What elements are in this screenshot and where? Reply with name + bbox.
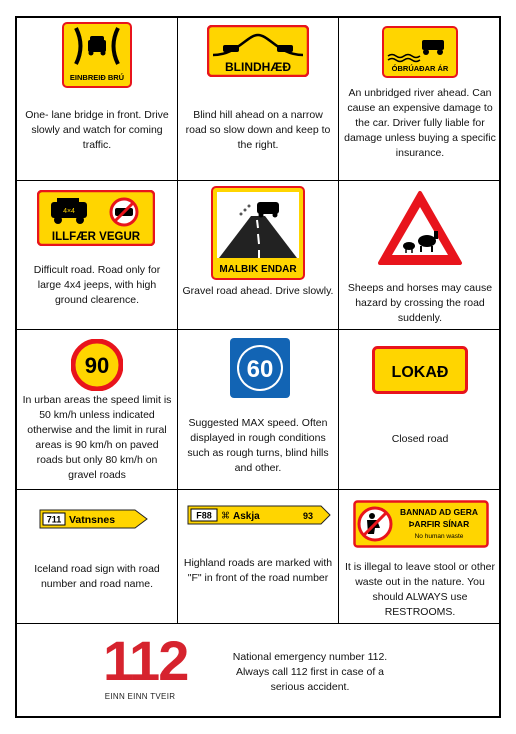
svg-text:4×4: 4×4 (63, 208, 75, 215)
cell-gravel-road (178, 181, 339, 330)
suggested-speed-60-icon (229, 337, 291, 399)
sign-caption: Difficult road. Road only for large 4x4 jeeps, with high ground clearence. (33, 264, 161, 306)
road-name: Vatnsnes (69, 514, 116, 526)
sign-caption: Iceland road sign with road number and road name. (34, 563, 160, 590)
sign-caption: Suggested MAX speed. Often displayed in rough conditions such as rough turns, blind hills and other. (187, 417, 329, 474)
sign-text: BLINDHÆÐ (225, 60, 291, 74)
sign-caption: Closed road (391, 433, 449, 445)
road-number-sign (39, 508, 149, 530)
road-distance: 93 (302, 511, 313, 521)
sign-text: ÓBRÚAÐAR ÁR (391, 64, 449, 73)
sign-text: MALBIK ENDAR (219, 264, 297, 275)
road-signs-table (15, 16, 501, 718)
cell-emergency-number (17, 624, 501, 718)
sign-text: ILLFÆR VEGUR (51, 231, 141, 243)
sign-caption: Blind hill ahead on a narrow road so slow down and keep to the right. (185, 109, 331, 151)
cell-sheep-horses (339, 181, 501, 330)
emergency-caption: National emergency number 112. Always call 112 first in case of a serious accident. (232, 651, 388, 693)
cell-highland-road (178, 490, 339, 624)
sign-caption: It is illegal to leave stool or other waste out in the nature. You should ALWAYS use RESTROOMS. (345, 561, 495, 618)
jeep-icon (37, 190, 155, 246)
cell-unbridged-river (339, 18, 501, 181)
cell-difficult-road (17, 181, 178, 330)
sign-caption: An unbridged river ahead. Can cause an expensive damage to the car. Driver fully liable for damage unless buying a specific insurance. (344, 87, 496, 159)
svg-text:⌘: ⌘ (221, 511, 230, 522)
sign-caption: Gravel road ahead. Drive slowly. (182, 285, 334, 297)
road-number: F88 (196, 510, 212, 521)
river-ford-icon (382, 26, 458, 78)
cell-one-lane-bridge (17, 18, 178, 181)
sign-text: LOKAÐ (391, 364, 449, 381)
sheep-horse-icon (376, 189, 464, 267)
cell-blind-hill (178, 18, 339, 181)
sign-text: 90 (84, 353, 110, 378)
road-number: 711 (46, 514, 62, 525)
gravel-road-icon (211, 186, 305, 280)
blind-hill-icon (207, 25, 309, 77)
sign-caption: Sheeps and horses may cause hazard by crossing the road suddenly. (347, 282, 493, 324)
emergency-subtitle: EINN EINN TVEIR (104, 692, 176, 701)
emergency-logo (103, 629, 188, 701)
emergency-number: 112 (103, 629, 188, 692)
cell-no-human-waste (339, 490, 501, 624)
sign-caption: In urban areas the speed limit is 50 km/h unless indicated otherwise and the limit in rural areas is 90 km/h on paved roads but only 80 km/h on gravel roads (22, 394, 172, 481)
highland-road-sign (187, 504, 332, 526)
no-defecation-icon (353, 500, 489, 548)
sign-text: EINBREIÐ BRÚ (69, 73, 125, 82)
closed-road-sign (372, 346, 468, 394)
sign-caption: One- lane bridge in front. Drive slowly and watch for coming traffic. (25, 109, 169, 151)
road-name: Askja (233, 511, 260, 522)
sign-line-2: ÞARFIR SÍNAR (408, 519, 470, 529)
bridge-icon (62, 22, 132, 88)
cell-speed-limit (17, 330, 178, 490)
cell-closed-road (339, 330, 501, 490)
sign-text: 60 (246, 356, 274, 383)
sign-line-3: No human waste (414, 533, 464, 540)
sign-caption: Highland roads are marked with "F" in front of the road number (183, 557, 333, 584)
sign-line-1: BANNAD AD GERA (399, 507, 479, 517)
cell-road-number (17, 490, 178, 624)
cell-suggested-speed (178, 330, 339, 490)
speed-limit-90-icon (71, 339, 123, 391)
